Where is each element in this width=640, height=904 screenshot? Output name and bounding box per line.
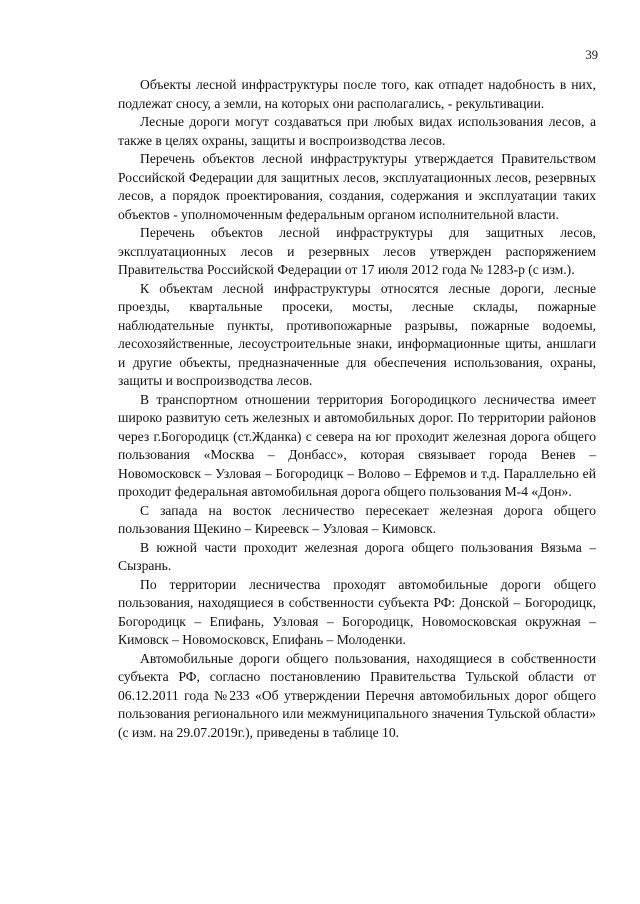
body-text bbox=[118, 76, 596, 742]
paragraph: В транспортном отношении территория Богородицкого лесничества имеет широко развитую сеть железных и автомобильных дорог. По территории районов через г.Богородицк (ст.Жданка) с севера на юг проходит железная дорога общего пользования «Москва – Донбасс», которая связывает города Венев – Новомосковск – Узловая – Богородицк – Волово – Ефремов и т.д. Параллельно ей проходит федеральная автомобильная дорога общего пользования М-4 «Дон». bbox=[118, 391, 596, 499]
paragraph: К объектам лесной инфраструктуры относятся лесные дороги, лесные проезды, квартальные просеки, мосты, лесные склады, пожарные наблюдательные пункты, противопожарные разрывы, пожарные водоемы, лесохозяйственные, лесоустроительные знаки, информационные щиты, аншлаги и другие объекты, предназначенные для обеспечения использования, охраны, защиты и воспроизводства лесов. bbox=[118, 280, 596, 388]
page-number: 39 bbox=[585, 48, 598, 62]
paragraph: Перечень объектов лесной инфраструктуры для защитных лесов, эксплуатационных лесов и резервных лесов утвержден распоряжением Правительства Российской Федерации от 17 июля 2012 года № 1283-р (с изм.). bbox=[118, 225, 596, 277]
paragraph: Объекты лесной инфраструктуры после того, как отпадет надобность в них, подлежат сносу, а земли, на которых они располагались, - рекультивации. bbox=[118, 77, 596, 111]
paragraph: Перечень объектов лесной инфраструктуры утверждается Правительством Российской Федерации для защитных лесов, эксплуатационных лесов, резервных лесов, а порядок проектирования, создания, содержания и эксплуатации таких объектов - уполномоченным федеральным органом исполнительной власти. bbox=[118, 151, 596, 222]
paragraph: Лесные дороги могут создаваться при любых видах использования лесов, а также в целях охраны, защиты и воспроизводства лесов. bbox=[118, 114, 596, 148]
paragraph: В южной части проходит железная дорога общего пользования Вязьма – Сызрань. bbox=[118, 539, 596, 573]
paragraph: Автомобильные дороги общего пользования, находящиеся в собственности субъекта РФ, согласно постановлению Правительства Тульской области от 06.12.2011 года №233 «Об утверждении Перечня автомобильных дорог общего пользования регионального или межмуниципального значения Тульской области» (с изм. на 29.07.2019г.), приведены в таблице 10. bbox=[118, 650, 596, 740]
paragraph: По территории лесничества проходят автомобильные дороги общего пользования, находящиеся в собственности субъекта РФ: Донской – Богородицк, Богородицк – Епифань, Узловая – Богородицк, Новомосковская окружная – Кимовск – Новомосковск, Епифань – Молоденки. bbox=[118, 576, 596, 647]
paragraph: С запада на восток лесничество пересекает железная дорога общего пользования Щекино – Киреевск – Узловая – Кимовск. bbox=[118, 502, 596, 536]
